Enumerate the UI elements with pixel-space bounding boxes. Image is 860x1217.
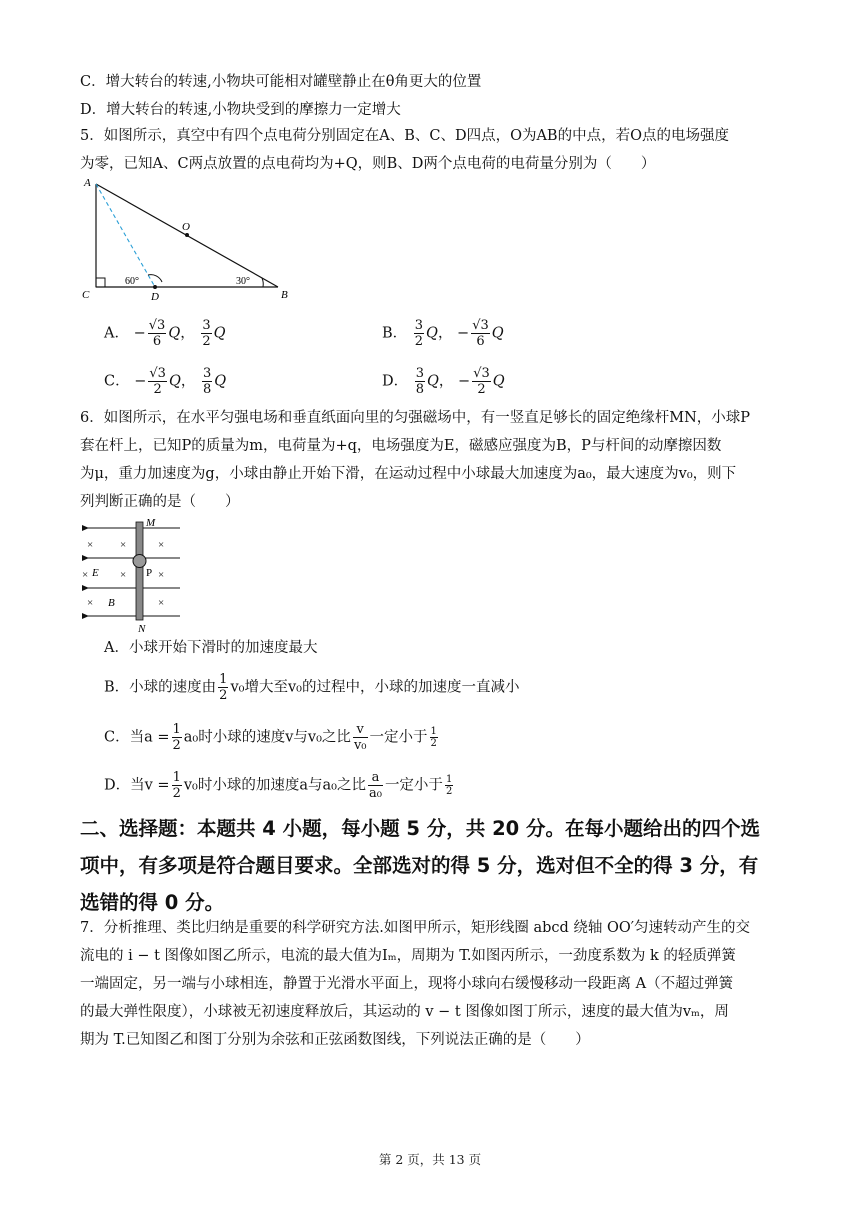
q5-stem-line1: 5．如图所示，真空中有四个点电荷分别固定在A、B、C、D四点，O为AB的中点，若O点的电场强度 xyxy=(80,128,729,144)
q6-option-a: A．小球开始下滑时的加速度最大 xyxy=(104,640,318,656)
label-m: M xyxy=(146,517,156,529)
q6-field-figure xyxy=(80,516,190,634)
cross-mark: × xyxy=(120,539,127,551)
cross-mark: × xyxy=(158,569,165,581)
q7-line3: 一端固定，另一端与小球相连，静置于光滑水平面上，现将小球向右缓慢移动一段距离 A（不超过弹簧 xyxy=(80,976,734,992)
label-c: C xyxy=(82,289,90,301)
label-a: A xyxy=(84,177,91,189)
cross-mark: × xyxy=(87,539,94,551)
q5-option-a: A． − $\frac{√3}{6}$ Q， $\frac{3}{2}$ Q xyxy=(104,318,226,349)
label-p: P xyxy=(146,567,153,579)
cross-mark: × xyxy=(82,569,89,581)
q7-line5: 期为 T.已知图乙和图丁分别为余弦和正弦函数图线，下列说法正确的是（ ） xyxy=(80,1032,590,1048)
page-footer: 第 2 页，共 13 页 xyxy=(378,1152,482,1167)
label-o: O xyxy=(182,221,190,233)
label-b-field: B xyxy=(108,597,115,609)
cross-mark: × xyxy=(158,597,165,609)
q7-line2: 流电的 i − t 图像如图乙所示，电流的最大值为Iₘ，周期为 T.如图丙所示，一劲度系数为 k 的轻质弹簧 xyxy=(80,948,736,964)
label-e: E xyxy=(92,567,99,579)
q7-line4: 的最大弹性限度），小球被无初速度释放后，其运动的 v − t 图像如图丁所示，速度的最大值为vₘ，周 xyxy=(80,1004,729,1020)
q6-stem-line3: 为μ，重力加速度为g，小球由静止开始下滑，在运动过程中小球最大加速度为a₀，最大速度为v₀，则下 xyxy=(80,466,737,482)
q7-line1: 7．分析推理、类比归纳是重要的科学研究方法.如图甲所示，矩形线圈 abcd 绕轴 OO′匀速转动产生的交 xyxy=(80,920,751,936)
q6-option-c: C．当a = $\frac{1}{2}$ a₀时小球的速度v与v₀之比 $\frac{v}{\text{v₀}}$ 一定小于 $\frac{1}{2}$ xyxy=(104,722,437,753)
q6-option-d: D．当v = $\frac{1}{2}$ v₀时小球的加速度a与a₀之比 $\frac{a}{\text{a₀}}$ 一定小于 $\frac{1}{2}$ xyxy=(104,770,453,801)
cross-mark: × xyxy=(158,539,165,551)
angle-30: 30° xyxy=(236,276,250,287)
cross-mark: × xyxy=(120,569,127,581)
q6-stem-line2: 套在杆上，已知P的质量为m，电荷量为+q，电场强度为E，磁感应强度为B，P与杆间的动摩擦因数 xyxy=(80,438,722,454)
angle-60: 60° xyxy=(125,276,139,287)
cross-mark: × xyxy=(87,597,94,609)
section-heading: 二、选择题：本题共 4 小题，每小题 5 分，共 20 分。在每小题给出的四个选 项中，有多项是符合题目要求。全部选对的得 5 分，选对但不全的得 3 分，有 选错的得 0 分。 xyxy=(80,817,761,914)
q6-stem-line1: 6．如图所示，在水平匀强电场和垂直纸面向里的匀强磁场中，有一竖直足够长的固定绝缘杆MN，小球P xyxy=(80,410,751,426)
q5-option-b: B． $\frac{3}{2}$ Q， − $\frac{√3}{6}$ Q xyxy=(382,318,504,349)
q6-stem-line4: 列判断正确的是（ ） xyxy=(80,494,240,510)
label-b: B xyxy=(281,289,288,301)
q6-option-b: B．小球的速度由 $\frac{1}{2}$ v₀增大至v₀的过程中，小球的加速度一直减小 xyxy=(104,672,520,703)
q5-triangle-figure xyxy=(78,172,293,304)
q5-stem-line2: 为零，已知A、C两点放置的点电荷均为+Q，则B、D两个点电荷的电荷量分别为（ ） xyxy=(80,156,656,172)
q4-option-c: C．增大转台的转速,小物块可能相对罐壁静止在θ角更大的位置 xyxy=(80,74,482,90)
q4-option-d: D．增大转台的转速,小物块受到的摩擦力一定增大 xyxy=(80,102,401,118)
q5-option-c: C． − $\frac{√3}{2}$ Q， $\frac{3}{8}$ Q xyxy=(104,366,227,397)
q5-option-d: D． $\frac{3}{8}$ Q， − $\frac{√3}{2}$ Q xyxy=(382,366,505,397)
label-d: D xyxy=(151,291,159,303)
label-n: N xyxy=(138,623,146,634)
